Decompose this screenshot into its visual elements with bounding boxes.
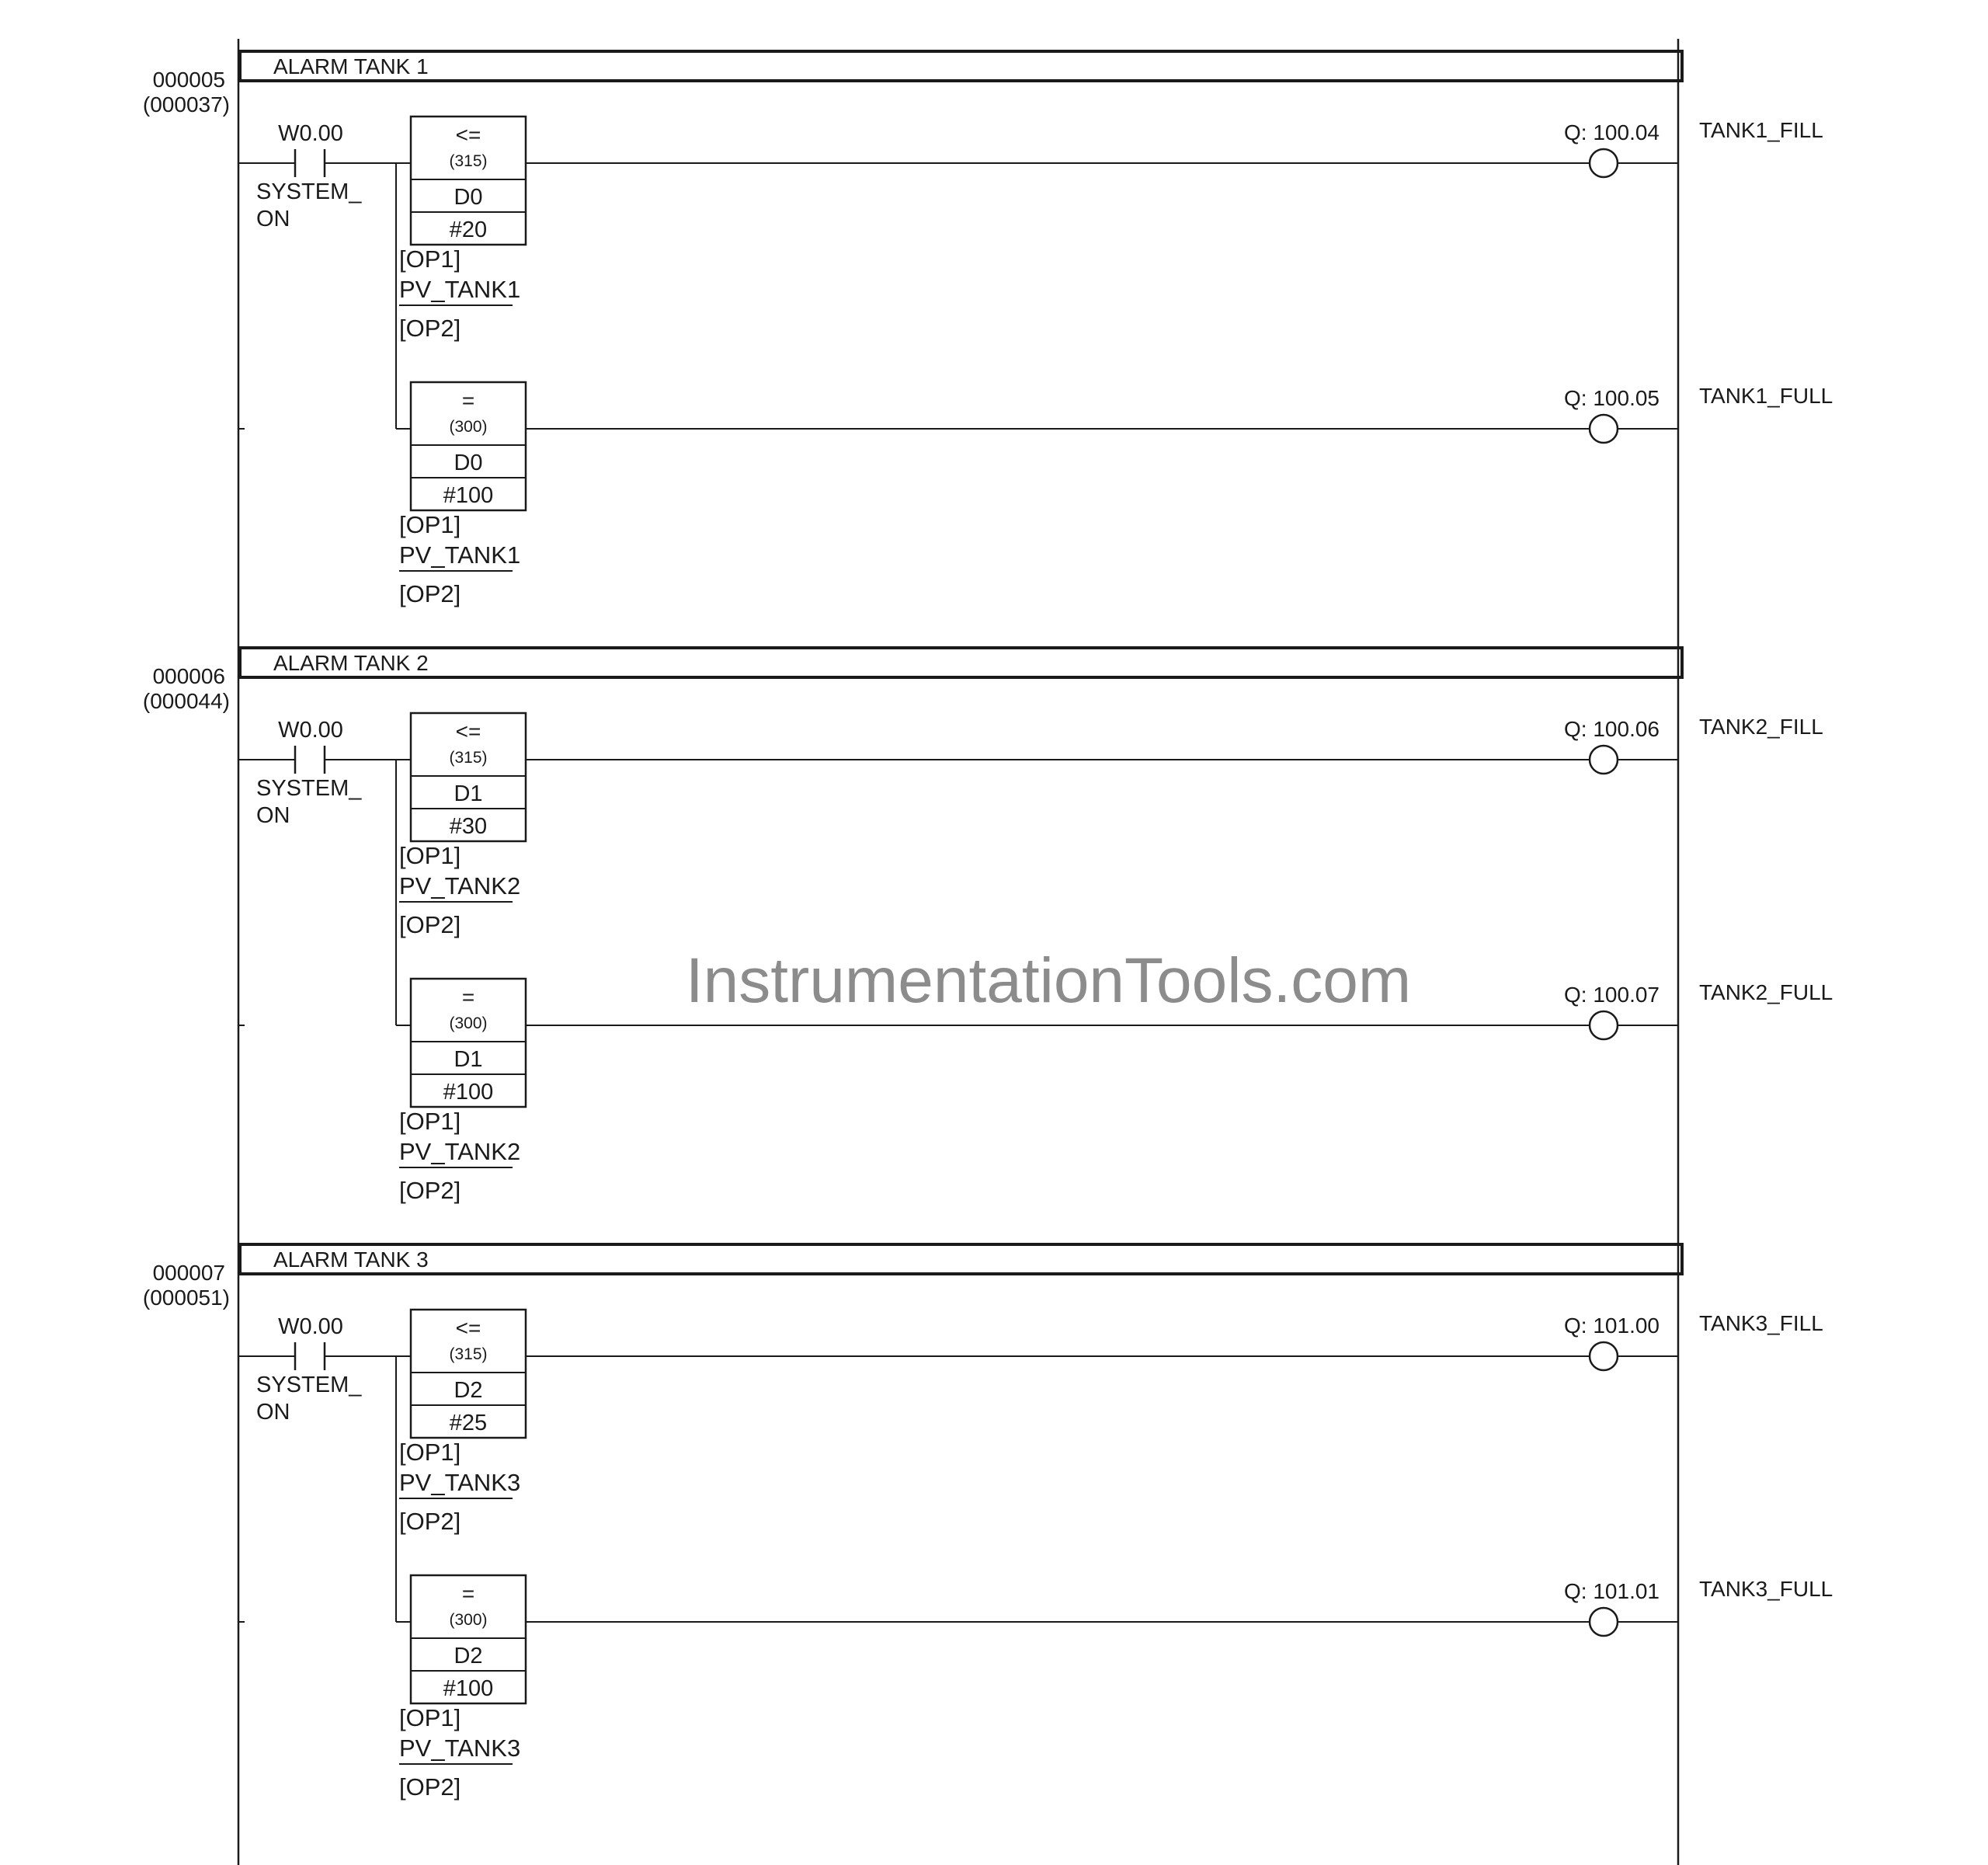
- rung-address: (000051): [142, 1286, 230, 1310]
- op2-label: [OP2]: [399, 1177, 461, 1204]
- compare-operator: <=: [455, 1316, 481, 1340]
- output-coil: [1590, 1011, 1618, 1039]
- compare-operand-1: D2: [454, 1644, 483, 1668]
- rung-address: (000037): [142, 92, 230, 117]
- coil-name: TANK1_FULL: [1699, 384, 1833, 408]
- output-coil: [1590, 1342, 1618, 1370]
- contact-label: SYSTEM_: [256, 1373, 362, 1397]
- rung-title-box: [240, 648, 1682, 677]
- rung-title: ALARM TANK 1: [273, 54, 429, 78]
- op1-label: [OP1]: [399, 1704, 461, 1731]
- coil-name: TANK1_FILL: [1699, 118, 1823, 142]
- rung-address: (000044): [142, 689, 230, 713]
- compare-operator: =: [461, 1581, 475, 1606]
- coil-address: Q: 100.04: [1564, 120, 1660, 144]
- op2-label: [OP2]: [399, 315, 461, 342]
- contact-label: ON: [256, 1400, 290, 1425]
- op2-label: [OP2]: [399, 1773, 461, 1801]
- contact-address: W0.00: [278, 121, 343, 146]
- compare-operator: =: [461, 388, 475, 412]
- contact-label: ON: [256, 207, 290, 231]
- contact-label: ON: [256, 803, 290, 828]
- compare-function-code: (315): [449, 749, 488, 767]
- output-coil: [1590, 149, 1618, 177]
- op1-label: [OP1]: [399, 511, 461, 538]
- compare-operand-2: #100: [443, 483, 494, 508]
- pv-label: PV_TANK1: [399, 276, 521, 303]
- rung-title-box: [240, 1244, 1682, 1274]
- compare-operand-2: #100: [443, 1080, 494, 1105]
- compare-function-code: (300): [449, 418, 488, 436]
- watermark-text: InstrumentationTools.com: [685, 945, 1412, 1016]
- coil-name: TANK2_FILL: [1699, 715, 1823, 739]
- output-coil: [1590, 746, 1618, 774]
- output-coil: [1590, 415, 1618, 443]
- compare-operand-1: D1: [454, 1047, 483, 1072]
- pv-label: PV_TANK3: [399, 1735, 521, 1762]
- op2-label: [OP2]: [399, 580, 461, 607]
- compare-operand-2: #100: [443, 1676, 494, 1701]
- op1-label: [OP1]: [399, 842, 461, 869]
- rung-title-box: [240, 51, 1682, 81]
- op1-label: [OP1]: [399, 245, 461, 273]
- rung-title: ALARM TANK 2: [273, 651, 429, 675]
- rung-title: ALARM TANK 3: [273, 1247, 429, 1272]
- compare-operand-1: D0: [454, 451, 483, 475]
- compare-function-code: (315): [449, 1345, 488, 1363]
- output-coil: [1590, 1608, 1618, 1636]
- compare-operand-1: D0: [454, 185, 483, 210]
- compare-operand-1: D1: [454, 781, 483, 806]
- compare-function-code: (300): [449, 1611, 488, 1629]
- coil-address: Q: 100.06: [1564, 717, 1660, 741]
- coil-address: Q: 101.01: [1564, 1579, 1660, 1603]
- compare-function-code: (300): [449, 1014, 488, 1032]
- compare-operator: <=: [455, 719, 481, 743]
- contact-label: SYSTEM_: [256, 179, 362, 204]
- pv-label: PV_TANK3: [399, 1469, 521, 1496]
- contact-label: SYSTEM_: [256, 776, 362, 801]
- coil-address: Q: 101.00: [1564, 1314, 1660, 1338]
- rung-number: 000006: [152, 664, 225, 688]
- op1-label: [OP1]: [399, 1439, 461, 1466]
- compare-operand-2: #30: [449, 814, 488, 839]
- contact-address: W0.00: [278, 1314, 343, 1339]
- compare-operator: =: [461, 985, 475, 1009]
- coil-name: TANK3_FULL: [1699, 1577, 1833, 1601]
- coil-name: TANK3_FILL: [1699, 1311, 1823, 1335]
- coil-name: TANK2_FULL: [1699, 980, 1833, 1004]
- rungs-layer: [143, 51, 1833, 1801]
- pv-label: PV_TANK1: [399, 541, 521, 569]
- rung-number: 000005: [152, 68, 225, 92]
- op2-label: [OP2]: [399, 1508, 461, 1535]
- compare-function-code: (315): [449, 152, 488, 170]
- coil-address: Q: 100.07: [1564, 983, 1660, 1007]
- rung-number: 000007: [152, 1261, 225, 1285]
- op1-label: [OP1]: [399, 1108, 461, 1135]
- contact-address: W0.00: [278, 718, 343, 743]
- coil-address: Q: 100.05: [1564, 386, 1660, 410]
- compare-operand-2: #25: [449, 1411, 488, 1435]
- op2-label: [OP2]: [399, 911, 461, 938]
- pv-label: PV_TANK2: [399, 872, 521, 899]
- compare-operator: <=: [455, 123, 481, 147]
- compare-operand-2: #20: [449, 217, 488, 242]
- compare-operand-1: D2: [454, 1378, 483, 1403]
- pv-label: PV_TANK2: [399, 1138, 521, 1165]
